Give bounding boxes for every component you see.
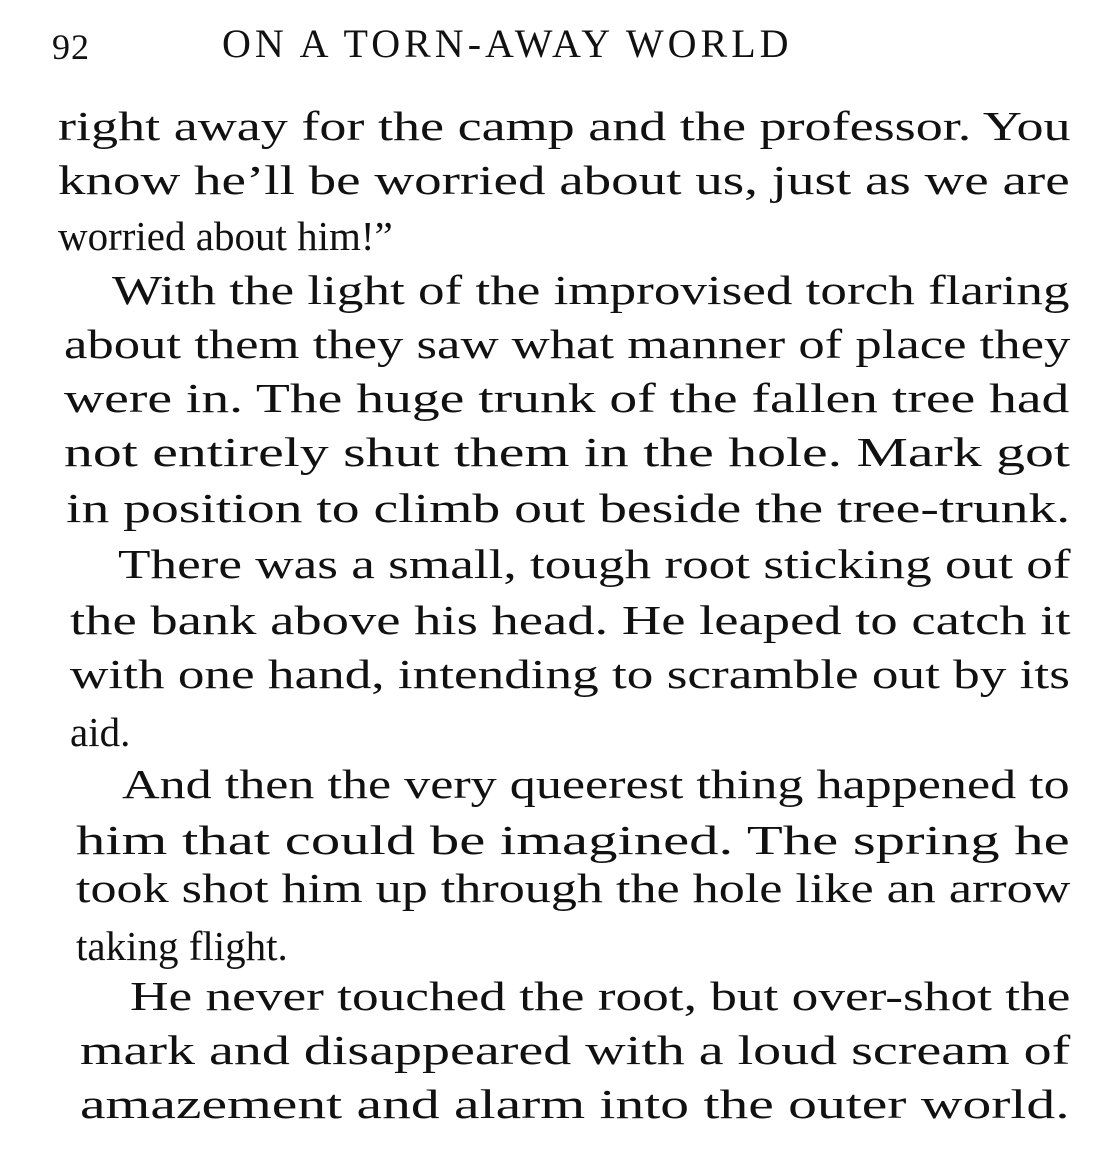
text-line: not entirely shut them in the hole. Mark got: [64, 429, 1070, 475]
text-line: right away for the camp and the professor. You: [58, 103, 1071, 149]
text-line: mark and disappeared with a loud scream of: [80, 1027, 1071, 1073]
text-line: And then the very queerest thing happened to: [122, 761, 1070, 807]
text-line: worried about him!”: [58, 213, 393, 259]
text-line: know he’ll be worried about us, just as we are: [58, 157, 1070, 203]
text-line: amazement and alarm into the outer world.: [80, 1081, 1070, 1127]
text-line: He never touched the root, but over-shot the: [130, 973, 1071, 1019]
text-line: the bank above his head. He leaped to catch it: [70, 597, 1071, 643]
text-line: about them they saw what manner of place they: [64, 321, 1071, 367]
text-line: him that could be imagined. The spring he: [76, 817, 1070, 863]
text-line: There was a small, tough root sticking out of: [118, 541, 1071, 587]
page-number: 92: [52, 27, 90, 67]
text-line: were in. The huge trunk of the fallen tree had: [64, 375, 1070, 421]
text-line: with one hand, intending to scramble out by its: [70, 651, 1070, 697]
text-line: in position to climb out beside the tree-trunk.: [66, 485, 1071, 531]
running-head: ON A TORN-AWAY WORLD: [222, 21, 793, 66]
text-line: taking flight.: [76, 923, 288, 969]
text-line: With the light of the improvised torch flaring: [112, 267, 1070, 313]
text-line: aid.: [70, 709, 131, 755]
text-line: took shot him up through the hole like an arrow: [76, 865, 1071, 911]
